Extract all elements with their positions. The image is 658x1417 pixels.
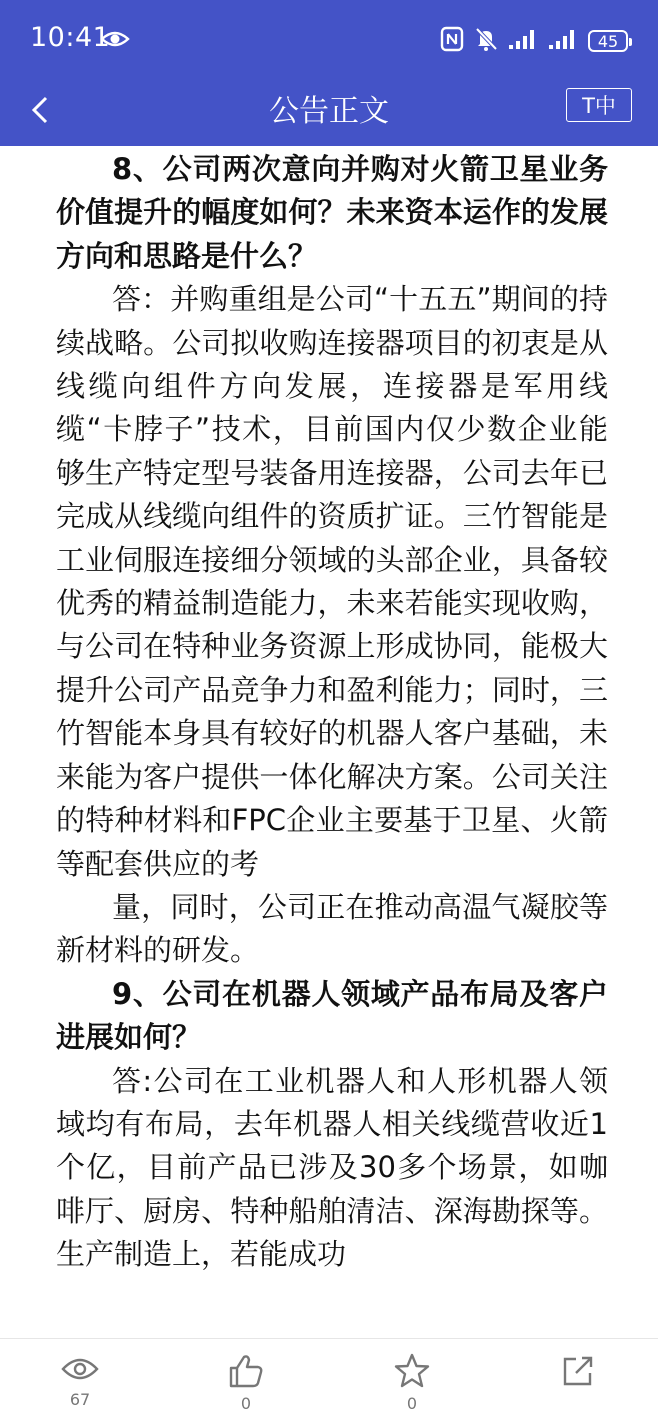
question-8: 8、公司两次意向并购对火箭卫星业务价值提升的幅度如何？未来资本运作的发展方向和思路是什么？ xyxy=(56,152,608,273)
likes-count: 0 xyxy=(240,1394,252,1413)
nfc-icon xyxy=(440,26,464,56)
font-size-toggle-button[interactable]: T中 xyxy=(566,88,632,122)
nav-bar xyxy=(0,78,658,146)
share-button[interactable] xyxy=(548,1353,608,1389)
answer-8: 答：并购重组是公司“十五五”期间的持续战略。公司拟收购连接器项目的初衷是从线缆向组件方向发展，连接器是军用线缆“卡脖子”技术，目前国内仅少数企业能够生产特定型号装备用连接器，公司去年已完成从线缆向组件的资质扩证。三竹智能是工业伺服连接细分领域的头部企业，具备较优秀的精益制造能力，未来若能实现收购，与公司在特种业务资源上形成协同，能极大提升公司产品竞争力和盈利能力；同时，三竹智能本身具有较好的机器人客户基础，未来能为客户提供一体化解决方案。公司关注的特种材料和FPC企业主要基于卫星、火箭等配套供应的考 xyxy=(56,282,608,881)
star-icon xyxy=(393,1353,431,1389)
like-button[interactable] xyxy=(216,1353,276,1413)
answer-8-continued: 量，同时，公司正在推动高温气凝胶等新材料的研发。 xyxy=(56,889,608,968)
favorite-button[interactable] xyxy=(382,1353,442,1413)
thumbs-up-icon xyxy=(227,1353,265,1389)
question-9: 9、公司在机器人领域产品布局及客户进展如何？ xyxy=(56,976,608,1055)
app-header xyxy=(0,0,658,146)
status-bar xyxy=(0,0,658,78)
signal-icon xyxy=(508,28,538,54)
favorites-count: 0 xyxy=(406,1394,418,1413)
battery-icon xyxy=(588,30,628,52)
signal-icon xyxy=(548,28,578,54)
page-title: 公告正文 xyxy=(269,94,389,129)
eye-icon xyxy=(61,1353,99,1385)
eye-icon xyxy=(100,29,130,53)
share-icon xyxy=(560,1353,596,1389)
views-button[interactable] xyxy=(50,1353,110,1409)
status-time: 10:41 xyxy=(30,22,111,53)
answer-9: 答:公司在工业机器人和人形机器人领域均有布局，去年机器人相关线缆营收近1个亿，目前产品已涉及30多个场景，如咖啡厅、厨房、特种船舶清洁、深海勘探等。生产制造上，若能成功 xyxy=(56,1063,608,1272)
status-icons xyxy=(440,24,628,58)
views-count: 67 xyxy=(69,1390,91,1409)
article-body xyxy=(56,148,608,1338)
mute-icon xyxy=(474,26,498,56)
battery-level: 45 xyxy=(597,31,619,51)
bottom-action-bar xyxy=(0,1338,658,1417)
